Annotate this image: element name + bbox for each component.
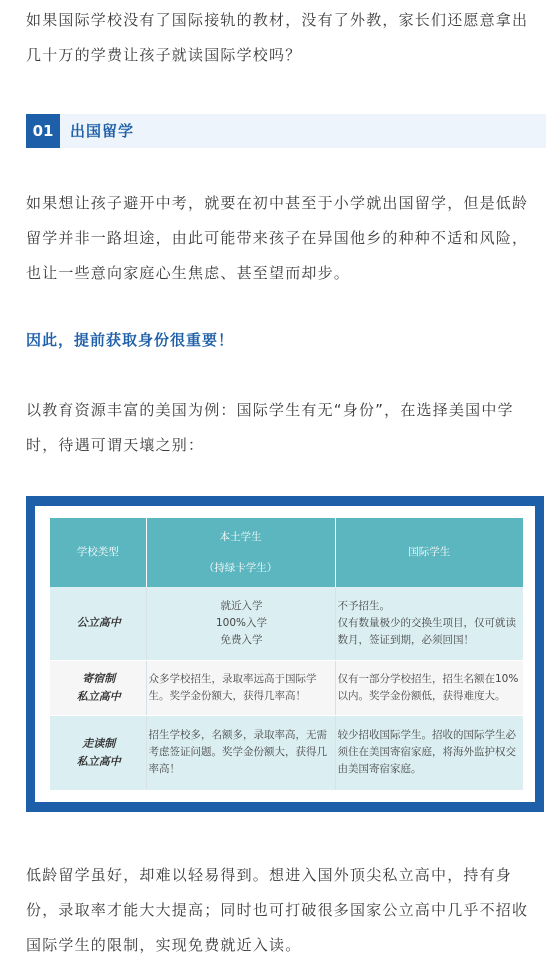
cell-line: 由美国寄宿家庭。: [337, 763, 422, 775]
cell-international: [335, 587, 523, 660]
cell-line: 较少招收国际学生。招收的国际学生必: [337, 729, 516, 741]
text-line: 以教育资源丰富的美国为例：国际学生有无“身份”，在选择美国中学: [26, 401, 514, 419]
cell-line: 100%入学: [215, 616, 268, 629]
table-row: [50, 660, 523, 715]
cell-line: 就近入学: [220, 599, 263, 612]
intro-paragraph: [26, 3, 534, 73]
comparison-table-panel: [35, 506, 535, 802]
paragraph-usa-example: [26, 393, 534, 463]
text-line: 几十万的学费让孩子就读国际学校吗？: [26, 46, 302, 64]
section-number: 01: [26, 114, 60, 148]
cell-line: 须住在美国寄宿家庭，将海外监护权交: [337, 746, 516, 758]
cell-line: 招生学校多，名额多，录取率高，无需: [148, 729, 327, 741]
cell-line: 仅有一部分学校招生，招生名额在10%: [337, 672, 519, 685]
comparison-table: [50, 518, 523, 791]
cell-line: 众多学校招生，录取率远高于国际学: [148, 672, 317, 685]
cell-international: [335, 660, 523, 715]
text-line: 时，待遇可谓天壤之别：: [26, 436, 205, 454]
cell-line: 以内。奖学金份额低，获得难度大。: [337, 689, 506, 702]
paragraph-conclusion: [26, 858, 534, 963]
header-school-type: 学校类型: [50, 518, 146, 587]
cell-line: 生。奖学金份额大，获得几率高！: [148, 689, 306, 702]
cell-line: 数月，签证到期，必须回国！: [337, 633, 474, 646]
cell-line: 走读制: [82, 736, 116, 750]
cell-line: 寄宿制: [82, 671, 116, 685]
cell-school-type: [50, 715, 146, 790]
header-line: （持绿卡学生）: [203, 561, 278, 574]
section-header: [26, 114, 546, 148]
text-line: 份，录取率才能大大提高；同时也可打破很多国家公立高中几乎不招收: [26, 901, 529, 919]
cell-international: [335, 715, 523, 790]
cell-line: 仅有数量极少的交换生项目，仅可就读: [337, 616, 516, 629]
cell-line: 免费入学: [220, 633, 263, 646]
cell-line: 率高！: [148, 763, 180, 775]
text-line: 也让一些意向家庭心生焦虑、甚至望而却步。: [26, 264, 351, 282]
header-local-students: [146, 518, 335, 587]
text-line: 留学并非一路坦途，由此可能带来孩子在异国他乡的种种不适和风险，: [26, 229, 529, 247]
header-international-students: 国际学生: [335, 518, 523, 587]
highlight-text: 因此，提前获取身份很重要！: [26, 331, 235, 349]
text-line: 如果想让孩子避开中考，就要在初中甚至于小学就出国留学，但是低龄: [26, 194, 529, 212]
paragraph-study-abroad: [26, 186, 534, 291]
table-row: [50, 587, 523, 660]
header-line: 本土学生: [219, 530, 262, 543]
cell-line: 私立高中: [76, 754, 121, 768]
cell-local: [146, 715, 335, 790]
cell-line: 公立高中: [76, 616, 121, 630]
table-header-row: [50, 518, 523, 587]
cell-line: 考虑签证问题。奖学金份额大，获得几: [148, 746, 327, 758]
cell-line: 不予招生。: [337, 599, 390, 612]
cell-school-type: [50, 660, 146, 715]
cell-local: [146, 587, 335, 660]
cell-school-type: [50, 587, 146, 660]
section-title: 出国留学: [70, 122, 135, 140]
cell-line: 私立高中: [76, 689, 121, 703]
text-line: 如果国际学校没有了国际接轨的教材，没有了外教，家长们还愿意拿出: [26, 11, 529, 29]
text-line: 国际学生的限制，实现免费就近入读。: [26, 936, 302, 954]
table-row: [50, 715, 523, 790]
comparison-table-frame: [26, 496, 544, 812]
text-line: 低龄留学虽好，却难以轻易得到。想进入国外顶尖私立高中，持有身: [26, 866, 513, 884]
cell-local: [146, 660, 335, 715]
